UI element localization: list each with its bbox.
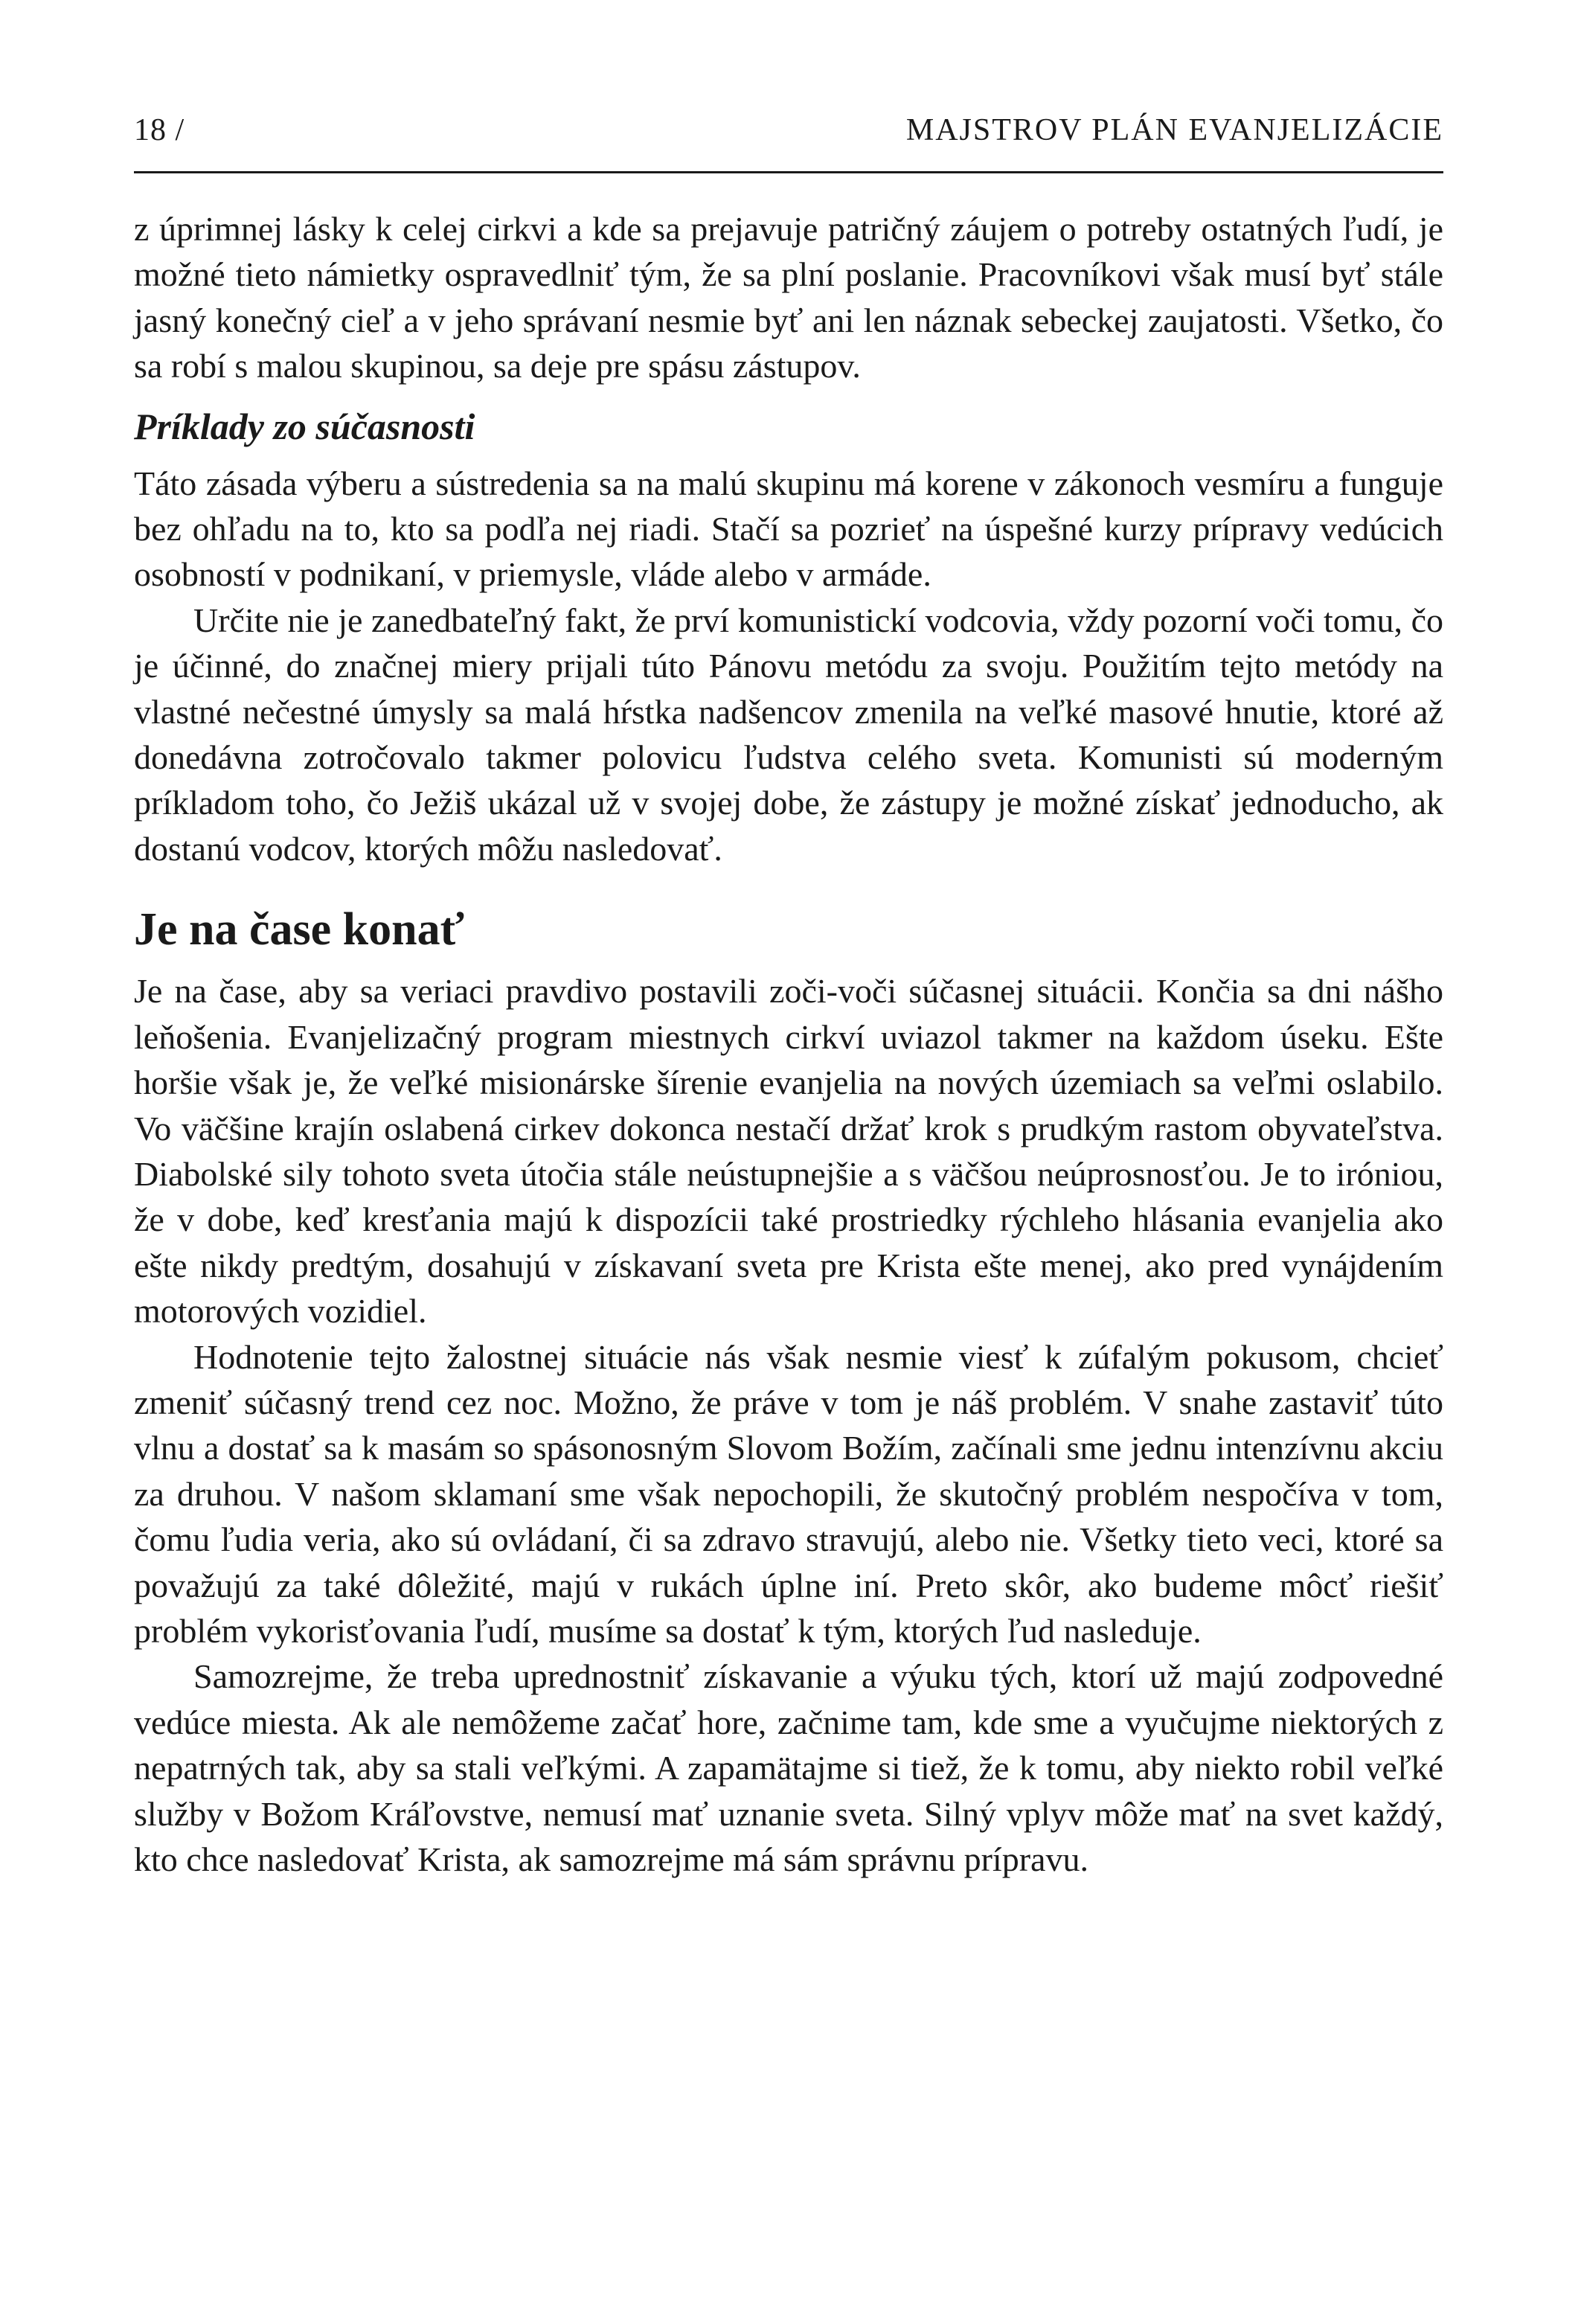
running-header: [134, 104, 1443, 156]
paragraph-leaders: Samozrejme, že treba uprednostniť získavanie a výuku tých, ktorí už majú zodpovedné vedúce miesta. Ak ale nemôžeme začať hore, začnime tam, kde sme a vyučujme niektorých z nepatrných tak, aby sa stali veľkými. A zapamätajme si tiež, že k tomu, aby niekto robil veľké služby v Božom Kráľovstve, nemusí mať uznanie sveta. Silný vplyv môže mať na svet každý, kto chce nasledovať Krista, ak samozrejme má sám správnu prípravu.: [134, 1657, 1443, 1878]
page-body: [134, 206, 1443, 1882]
book-page: [134, 104, 1443, 1882]
paragraph-principle: Táto zásada výberu a sústredenia sa na malú skupinu má korene v zákonoch vesmíru a funguje bez ohľadu na to, kto sa podľa nej riadi. Stačí sa pozrieť na úspešné kurzy prípravy vedúcich osobností v podnikaní, v priemysle, vláde alebo v armáde.: [134, 464, 1443, 594]
page-number: 18 /: [134, 113, 185, 147]
subheading-examples: Príklady zo súčasnosti: [134, 405, 475, 447]
section-heading-time-to-act: Je na čase konať: [134, 904, 464, 955]
paragraph-intro: z úprimnej lásky k celej cirkvi a kde sa prejavuje patričný záujem o potreby ostatných ľudí, je možné tieto námietky ospravedlniť tým, že sa plní poslanie. Pracovníkovi však musí byť stále jasný konečný cieľ a v jeho správaní nesmie byť ani len náznak sebeckej zaujatosti. Všetko, čo sa robí s malou skupinou, sa deje pre spásu zástupov.: [134, 210, 1443, 385]
paragraph-communists: Určite nie je zanedbateľný fakt, že prví komunistickí vodcovia, vždy pozorní voči tomu, čo je účinné, do značnej miery prijali túto Pánovu metódu za svoju. Použitím tejto metódy na vlastné nečestné úmysly sa malá hŕstka nadšencov zmenila na veľké masové hnutie, ktoré až donedávna zotročovalo takmer polovicu ľudstva celého sveta. Komunisti sú moderným príkladom toho, čo Ježiš ukázal už v svojej dobe, že zástupy je možné získať jednoducho, ak dostanú vodcov, ktorých môžu nasledovať.: [134, 601, 1443, 868]
paragraph-evaluation: Hodnotenie tejto žalostnej situácie nás však nesmie viesť k zúfalým pokusom, chcieť zmeniť súčasný trend cez noc. Možno, že práve v tom je náš problém. V snahe zastaviť túto vlnu a dostať sa k masám so spásonosným Slovom Božím, začínali sme jednu intenzívnu akciu za druhou. V našom sklamaní sme však nepochopili, že skutočný problém nespočíva v tom, čomu ľudia veria, ako sú ovládaní, či sa zdravo stravujú, alebo nie. Všetky tieto veci, ktoré sa považujú za také dôležité, majú v rukách úplne iní. Preto skôr, ako budeme môcť riešiť problém vykorisťovania ľudí, musíme sa dostať k tým, ktorých ľud nasleduje.: [134, 1337, 1443, 1650]
paragraph-time-to-act: Je na čase, aby sa veriaci pravdivo postavili zoči-voči súčasnej situácii. Končia sa dni nášho leňošenia. Evanjelizačný program miestnych cirkví uviazol takmer na každom úseku. Ešte horšie však je, že veľké misionárske šírenie evanjelia na nových územiach sa veľmi oslabilo. Vo väčšine krajín oslabená cirkev dokonca nestačí držať krok s prudkým rastom obyvateľstva. Diabolské sily tohoto sveta útočia stále neústupnejšie a s väčšou neúprosnosťou. Je to iróniou, že v dobe, keď kresťania majú k dispozícii také prostriedky rýchleho hlásania evanjelia ako ešte nikdy predtým, dosahujú v získavaní sveta pre Krista ešte menej, ako pred vynájdením motorových vozidiel.: [134, 972, 1443, 1331]
running-title: MAJSTROV PLÁN EVANJELIZÁCIE: [905, 113, 1443, 147]
header-rule: [134, 171, 1443, 173]
